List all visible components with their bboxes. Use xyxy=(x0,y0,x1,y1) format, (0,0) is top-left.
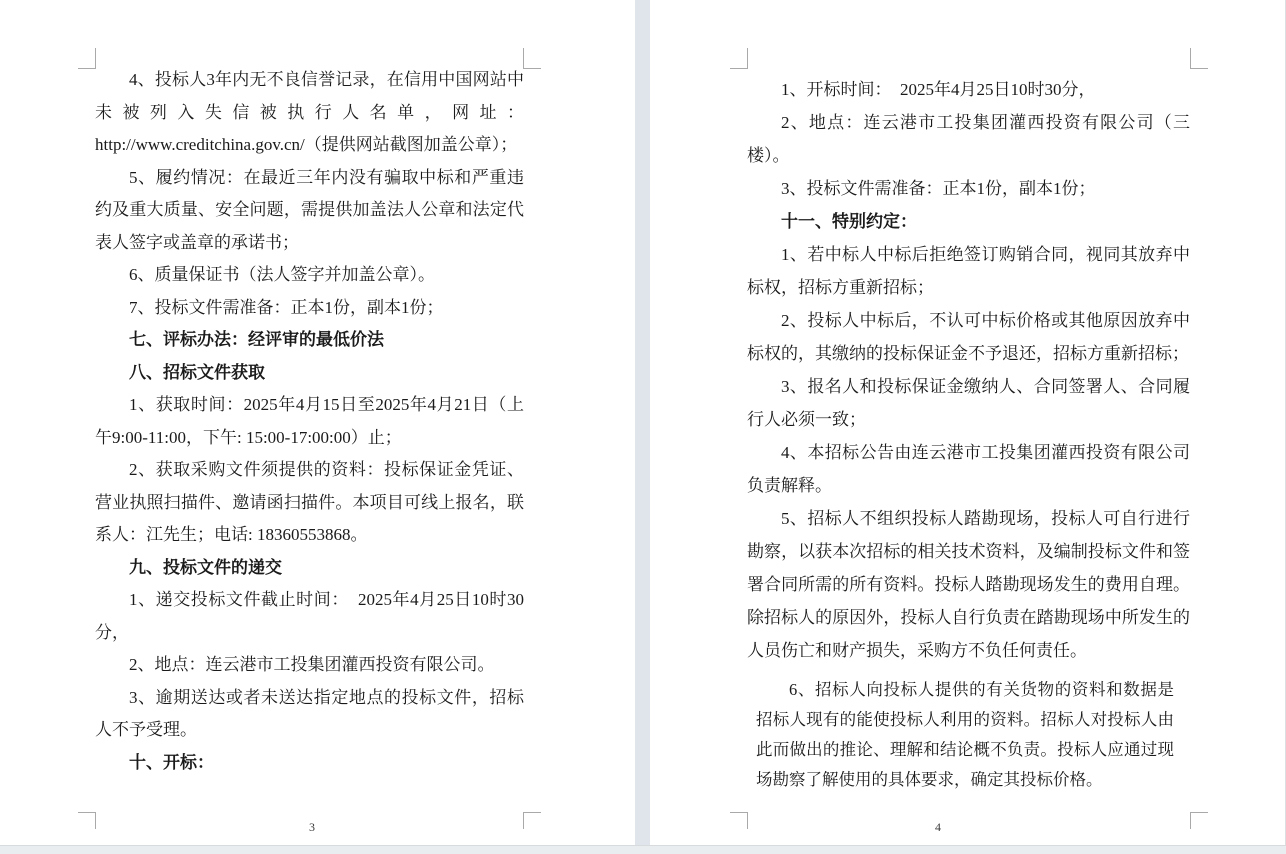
text-boundary-mark-bottom-right xyxy=(523,812,541,829)
paragraph[interactable]: 3、报名人和投标保证金缴纳人、合同签署人、合同履行人必须一致； xyxy=(747,377,1190,429)
paragraph[interactable]: 4、本招标公告由连云港市工投集团灌西投资有限公司负责解释。 xyxy=(747,443,1190,495)
paragraph[interactable]: 7、投标文件需准备：正本1份，副本1份； xyxy=(129,297,444,317)
paragraph[interactable]: 2、投标人中标后，不认可中标价格或其他原因放弃中标权的，其缴纳的投标保证金不予退还，招标方重新招标； xyxy=(747,311,1190,363)
section-heading[interactable]: 八、招标文件获取 xyxy=(129,362,265,382)
document-page-4[interactable] xyxy=(650,0,1286,845)
page-3-text xyxy=(95,64,524,779)
paragraph[interactable]: 5、招标人不组织投标人踏勘现场，投标人可自行进行勘察，以获本次招标的相关技术资料，及编制投标文件和签署合同所需的所有资料。投标人踏勘现场发生的费用自理。除招标人的原因外，投标人自行负责在踏勘现场中所发生的人员伤亡和财产损失，采购方不负任何责任。 xyxy=(747,509,1190,660)
paragraph[interactable]: 6、质量保证书（法人签字并加盖公章）。 xyxy=(129,265,435,284)
text-boundary-mark-top-right xyxy=(1190,48,1208,69)
paragraph[interactable]: 2、地点：连云港市工投集团灌西投资有限公司。 xyxy=(129,655,495,674)
document-page-3[interactable] xyxy=(0,0,635,845)
paragraph[interactable]: 2、地点：连云港市工投集团灌西投资有限公司（三楼）。 xyxy=(747,113,1190,165)
text-boundary-mark-bottom-left xyxy=(730,812,748,829)
section-heading[interactable]: 七、评标办法：经评审的最低价法 xyxy=(129,330,384,349)
paragraph[interactable]: 5、履约情况：在最近三年内没有骗取中标和严重违约及重大质量、安全问题，需提供加盖法人公章和法定代表人签字或盖章的承诺书； xyxy=(95,167,524,252)
page-4-text xyxy=(747,73,1190,795)
page-number: 3 xyxy=(309,820,315,834)
text-boundary-mark-top-left xyxy=(730,48,748,69)
paragraph[interactable]: 4、投标人3年内无不良信誉记录，在信用中国网站中未被列入失信被执行人名单，网址：http://www.creditchina.gov.cn/（提供网站截图加盖公章）； xyxy=(95,70,524,154)
paragraph[interactable]: 3、逾期送达或者未送达指定地点的投标文件，招标人不予受理。 xyxy=(95,687,524,739)
paragraph[interactable]: 1、递交投标文件截止时间： 2025年4月25日10时30分， xyxy=(95,590,524,642)
paragraph[interactable]: 1、获取时间：2025年4月15日至2025年4月21日（上午9:00-11:00，下午: 15:00-17:00:00）止； xyxy=(95,395,524,447)
paragraph[interactable]: 2、获取采购文件须提供的资料：投标保证金凭证、营业执照扫描件、邀请函扫描件。本项目可线上报名，联系人：江先生；电话: 18360553868。 xyxy=(95,460,524,544)
text-boundary-mark-top-left xyxy=(78,48,96,69)
text-boundary-mark-top-right xyxy=(523,48,541,69)
paragraph[interactable]: 1、若中标人中标后拒绝签订购销合同，视同其放弃中标权，招标方重新招标； xyxy=(747,245,1190,297)
section-heading[interactable]: 十一、特别约定： xyxy=(781,212,917,231)
section-heading[interactable]: 十、开标： xyxy=(129,752,214,772)
paragraph[interactable]: 1、开标时间： 2025年4月25日10时30分， xyxy=(781,80,1096,99)
section-heading[interactable]: 九、投标文件的递交 xyxy=(129,557,282,577)
page-number: 4 xyxy=(935,820,941,834)
paragraph[interactable]: 6、招标人向投标人提供的有关货物的资料和数据是招标人现有的能使投标人利用的资料。招标人对投标人由此而做出的推论、理解和结论概不负责。投标人应通过现场勘察了解使用的具体要求，确定其投标价格。 xyxy=(756,680,1174,789)
text-boundary-mark-bottom-left xyxy=(78,812,96,829)
text-boundary-mark-bottom-right xyxy=(1190,812,1208,829)
paragraph[interactable]: 3、投标文件需准备：正本1份，副本1份； xyxy=(781,179,1096,198)
